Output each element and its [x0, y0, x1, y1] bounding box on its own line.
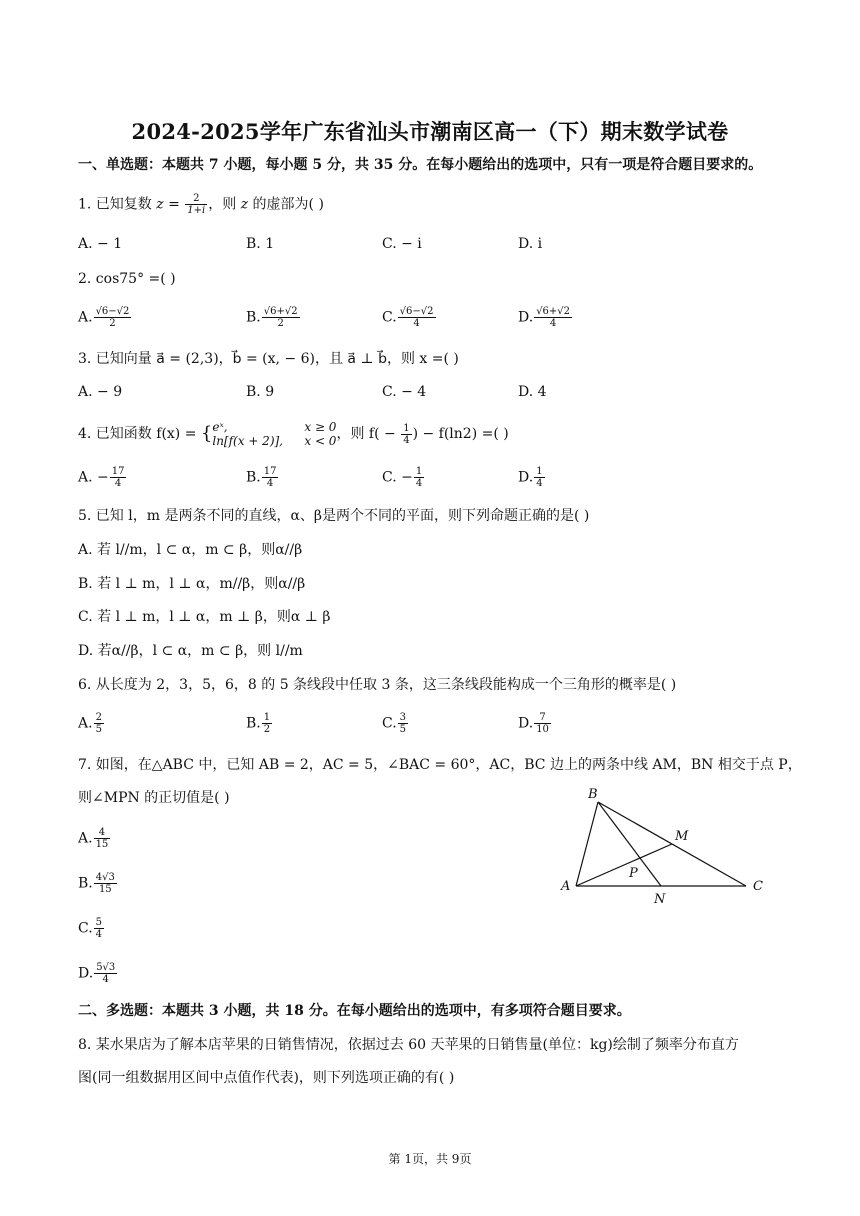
q5-option-d: D. 若α//β，l ⊂ α，m ⊂ β，则 l//m — [78, 643, 303, 659]
q4-d-label: D. — [518, 469, 534, 486]
q4-d-num: 1 — [536, 466, 543, 477]
median-am — [576, 844, 672, 886]
q5-option-b: B. 若 l ⊥ m，l ⊥ α，m//β，则α//β — [78, 576, 306, 592]
q2-c-label: C. — [382, 309, 397, 326]
vertex-label-b: B — [588, 787, 598, 802]
section-heading-single-choice: 一、单选题：本题共 7 小题，每小题 5 分，共 35 分。在每小题给出的选项中，只有一项是符合题目要求的。 — [78, 157, 763, 173]
q6-a-label: A. — [78, 715, 93, 732]
q7-a-den: 15 — [95, 839, 109, 850]
q2-option-c — [382, 306, 437, 329]
question-5-stem: 5. 已知 l，m 是两条不同的直线，α、β是两个不同的平面，则下列命题正确的是( ) — [78, 508, 590, 524]
q1-num: 2 — [185, 193, 207, 205]
q3-option-b: B. 9 — [246, 384, 275, 400]
q2-option-b — [246, 306, 301, 329]
q6-c-label: C. — [382, 715, 397, 732]
q4-option-a — [78, 466, 127, 489]
q4-a-label: A. − — [78, 469, 109, 486]
q6-option-d — [518, 712, 552, 735]
q4-fraction — [401, 423, 411, 446]
q1-option-d: D. i — [518, 236, 543, 252]
q1-stem-b: ，则 — [208, 196, 241, 213]
q6-a-fraction — [94, 712, 104, 735]
q4-brace: { — [200, 423, 213, 444]
q4-q-num: 1 — [403, 422, 410, 434]
q2-d-den: 4 — [549, 318, 557, 329]
q2-c-den: 4 — [413, 318, 420, 329]
point-label-n: N — [654, 892, 666, 907]
q5-option-a: A. 若 l//m，l ⊂ α，m ⊂ β，则α//β — [78, 542, 303, 558]
q2-b-den: 2 — [277, 318, 284, 329]
q6-b-num: 1 — [263, 712, 271, 723]
q4-d-den: 4 — [536, 478, 543, 489]
q1-option-b: B. 1 — [246, 236, 275, 252]
q7-c-fraction — [94, 917, 104, 940]
q6-c-fraction — [398, 712, 408, 735]
point-label-p: P — [629, 866, 638, 881]
q7-b-den: 15 — [98, 884, 112, 895]
question-2-stem: 2. cos75° =( ) — [78, 271, 176, 287]
q2-d-label: D. — [518, 309, 534, 326]
q7-b-label: B. — [78, 875, 93, 892]
q1-stem-a: 1. 已知复数 — [78, 196, 157, 213]
q1-option-c: C. − i — [382, 236, 422, 252]
q6-a-num: 2 — [95, 712, 102, 723]
q3-option-d: D. 4 — [518, 384, 547, 400]
q7-d-label: D. — [78, 965, 94, 982]
question-1-stem — [78, 193, 800, 216]
q6-b-fraction — [262, 712, 272, 735]
q4-c-num: 1 — [415, 466, 423, 477]
q4-option-c — [382, 466, 425, 489]
q6-d-den: 10 — [536, 724, 549, 735]
q4-case1: eˣ, — [212, 420, 228, 434]
q4-b-label: B. — [246, 469, 261, 486]
q4-stem-b: ，则 f( − — [336, 426, 401, 442]
q7-c-label: C. — [78, 920, 93, 937]
triangle-figure — [556, 782, 776, 907]
q4-c-label: C. − — [382, 469, 413, 486]
q4-cond2: x < 0 — [304, 434, 337, 448]
q2-c-num: √6−√2 — [399, 306, 434, 317]
q4-c-den: 4 — [415, 478, 423, 489]
q2-d-num: √6+√2 — [536, 306, 571, 317]
question-7-stem-line2: 则∠MPN 的正切值是( ) — [78, 790, 230, 806]
q4-cond1: x ≥ 0 — [304, 420, 337, 434]
q4-case-2 — [212, 434, 336, 448]
q6-c-den: 5 — [399, 724, 407, 735]
q2-a-label: A. — [78, 309, 93, 326]
q4-option-b — [246, 466, 279, 489]
q7-d-fraction — [94, 962, 117, 985]
question-8-stem-line1: 8. 某水果店为了解本店苹果的日销售情况，依据过去 60 天苹果的日销售量(单位：kg)绘制了频率分布直方 — [78, 1037, 739, 1053]
q6-a-den: 5 — [95, 724, 102, 735]
q7-b-fraction — [94, 872, 117, 895]
q4-d-fraction — [534, 466, 544, 489]
q4-cases — [212, 420, 336, 448]
q6-d-fraction — [534, 712, 551, 735]
q2-c-fraction — [398, 306, 436, 329]
q4-a-fraction — [110, 466, 127, 489]
q6-d-num: 7 — [534, 712, 551, 724]
q6-c-num: 3 — [399, 712, 407, 723]
q4-a-num: 17 — [111, 466, 125, 477]
q4-c-fraction — [414, 466, 424, 489]
q4-case2: ln[f(x + 2)], — [212, 434, 283, 448]
q2-b-fraction — [262, 306, 300, 329]
page-footer: 第 1页，共 9页 — [388, 1152, 472, 1166]
q6-option-c — [382, 712, 409, 735]
q6-option-b — [246, 712, 273, 735]
q1-den: 1+i — [187, 205, 206, 216]
q7-b-num: 4√3 — [95, 872, 115, 883]
q6-d-label: D. — [518, 715, 534, 732]
q4-b-den: 4 — [266, 478, 274, 489]
question-3-stem: 3. 已知向量 a⃗ = (2,3)，b⃗ = (x, − 6)，且 a⃗ ⊥ b⃗，则 x =( ) — [78, 351, 459, 367]
q7-c-num: 5 — [95, 917, 103, 928]
q7-a-label: A. — [78, 830, 93, 847]
q4-b-fraction — [262, 466, 279, 489]
vertex-label-c: C — [753, 879, 763, 894]
q7-option-a — [78, 827, 111, 850]
q2-option-a — [78, 306, 132, 329]
q2-b-label: B. — [246, 309, 261, 326]
q1-z: z — [240, 196, 249, 213]
q4-stem-c: ) − f(ln2) =( ) — [412, 426, 509, 442]
point-label-m: M — [675, 829, 689, 844]
q2-b-num: √6+√2 — [263, 306, 298, 317]
question-4-stem — [78, 419, 800, 449]
q6-option-a — [78, 712, 105, 735]
vertex-label-a: A — [561, 879, 571, 894]
question-8-stem-line2: 图(同一组数据用区间中点值作代表)，则下列选项正确的有( ) — [78, 1070, 455, 1086]
q2-a-fraction — [94, 306, 132, 329]
q1-stem-c: 的虚部为( ) — [248, 196, 324, 213]
q2-a-num: √6−√2 — [95, 306, 130, 317]
q1-fraction — [185, 193, 207, 216]
question-7-stem-line1: 7. 如图，在△ABC 中，已知 AB = 2，AC = 5，∠BAC = 60°，AC，BC 边上的两条中线 AM，BN 相交于点 P， — [78, 757, 802, 773]
q7-option-b — [78, 872, 118, 895]
q3-option-a: A. − 9 — [78, 384, 123, 400]
q6-b-label: B. — [246, 715, 261, 732]
q6-b-den: 2 — [263, 724, 271, 735]
q5-option-c: C. 若 l ⊥ m，l ⊥ α，m ⊥ β，则α ⊥ β — [78, 609, 331, 625]
q1-option-a: A. − 1 — [78, 236, 123, 252]
segment-ab — [576, 802, 598, 886]
section-heading-multiple-choice: 二、多选题：本题共 3 小题，共 18 分。在每小题给出的选项中，有多项符合题目要求。 — [78, 1003, 631, 1019]
q7-option-c — [78, 917, 105, 940]
q7-d-den: 4 — [102, 974, 109, 985]
q4-q-den: 4 — [403, 434, 410, 446]
q7-d-num: 5√3 — [96, 962, 116, 973]
q2-d-fraction — [534, 306, 572, 329]
q4-b-num: 17 — [263, 466, 277, 477]
q7-c-den: 4 — [95, 929, 103, 940]
q2-option-d — [518, 306, 573, 329]
page-title: 2024-2025学年广东省汕头市潮南区高一（下）期末数学试卷 — [131, 119, 729, 144]
q4-option-d — [518, 466, 546, 489]
q4-a-den: 4 — [114, 478, 122, 489]
q2-a-den: 2 — [109, 318, 116, 329]
q4-stem-a: 4. 已知函数 f(x) = — [78, 426, 197, 442]
q1-eq: z = — [156, 196, 185, 213]
q7-a-num: 4 — [94, 827, 111, 839]
q3-option-c: C. − 4 — [382, 384, 427, 400]
question-6-stem: 6. 从长度为 2，3，5，6，8 的 5 条线段中任取 3 条，这三条线段能构成一个三角形的概率是( ) — [78, 677, 677, 693]
q4-case-1 — [212, 420, 336, 434]
q7-option-d — [78, 962, 118, 985]
q7-a-fraction — [94, 827, 111, 850]
